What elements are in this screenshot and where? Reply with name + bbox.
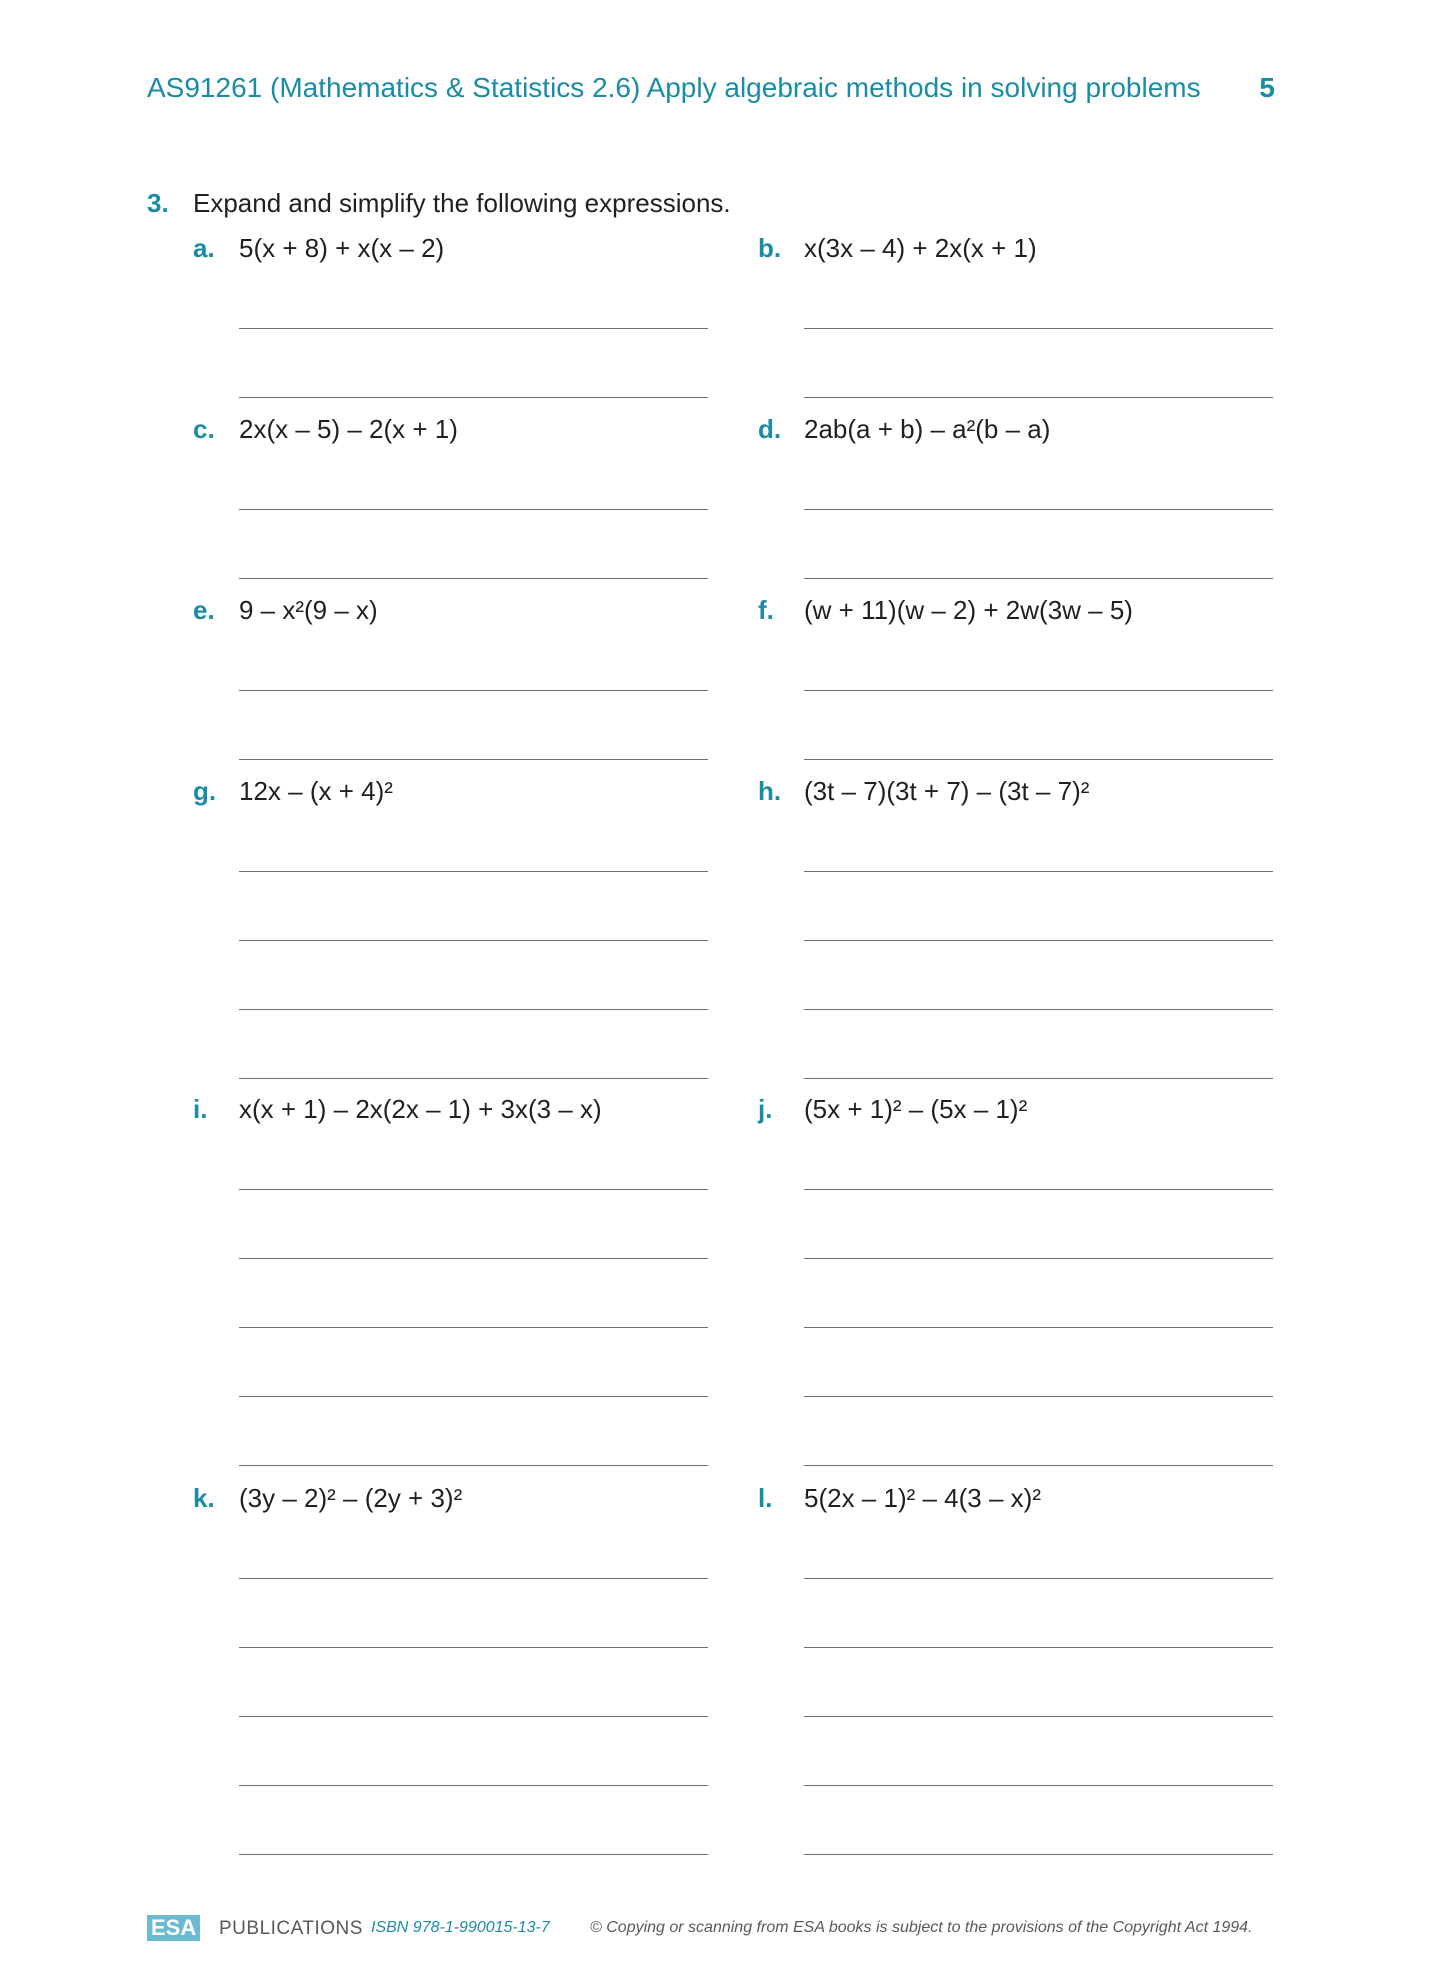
answer-line[interactable] bbox=[804, 1258, 1273, 1259]
answer-line[interactable] bbox=[239, 1854, 708, 1855]
answer-line[interactable] bbox=[239, 759, 708, 760]
answer-line[interactable] bbox=[804, 1578, 1273, 1579]
part-letter: g. bbox=[193, 776, 217, 806]
part-letter: j. bbox=[758, 1094, 773, 1124]
answer-line[interactable] bbox=[804, 1078, 1273, 1079]
answer-line[interactable] bbox=[239, 690, 708, 691]
answer-line[interactable] bbox=[804, 1396, 1273, 1397]
part-letter: d. bbox=[758, 414, 782, 444]
answer-line[interactable] bbox=[804, 328, 1273, 329]
part-letter: c. bbox=[193, 414, 215, 444]
page-header bbox=[147, 72, 1275, 112]
answer-line[interactable] bbox=[239, 397, 708, 398]
answer-line[interactable] bbox=[804, 1854, 1273, 1855]
part-letter: l. bbox=[758, 1483, 773, 1513]
answer-line[interactable] bbox=[239, 1396, 708, 1397]
answer-line[interactable] bbox=[804, 1465, 1273, 1466]
part-letter: h. bbox=[758, 776, 782, 806]
part-expression: 9 – x²(9 – x) bbox=[239, 595, 378, 625]
part-letter: b. bbox=[758, 233, 782, 263]
answer-line[interactable] bbox=[804, 1647, 1273, 1648]
answer-line[interactable] bbox=[239, 1258, 708, 1259]
answer-line[interactable] bbox=[804, 940, 1273, 941]
answer-line[interactable] bbox=[239, 1009, 708, 1010]
part-letter: e. bbox=[193, 595, 215, 625]
page-title: AS91261 (Mathematics & Statistics 2.6) Apply algebraic methods in solving problems bbox=[147, 72, 1201, 103]
part-expression: 2x(x – 5) – 2(x + 1) bbox=[239, 414, 458, 444]
part-expression: (w + 11)(w – 2) + 2w(3w – 5) bbox=[804, 595, 1133, 625]
part-letter: k. bbox=[193, 1483, 215, 1513]
answer-line[interactable] bbox=[239, 328, 708, 329]
answer-line[interactable] bbox=[804, 871, 1273, 872]
copyright-notice: © Copying or scanning from ESA books is subject to the provisions of the Copyright Act 1994. bbox=[590, 1919, 1253, 1936]
part-expression: 2ab(a + b) – a²(b – a) bbox=[804, 414, 1051, 444]
page-footer bbox=[147, 1915, 1277, 1945]
answer-line[interactable] bbox=[239, 1785, 708, 1786]
answer-line[interactable] bbox=[804, 578, 1273, 579]
part-expression: (3y – 2)² – (2y + 3)² bbox=[239, 1483, 463, 1513]
part-letter: f. bbox=[758, 595, 774, 625]
answer-line[interactable] bbox=[239, 1327, 708, 1328]
answer-line[interactable] bbox=[239, 1465, 708, 1466]
publisher-logo-text: PUBLICATIONS bbox=[219, 1918, 363, 1939]
question-number: 3. bbox=[147, 188, 169, 218]
answer-line[interactable] bbox=[239, 940, 708, 941]
part-letter: i. bbox=[193, 1094, 208, 1124]
answer-line[interactable] bbox=[239, 1078, 708, 1079]
answer-line[interactable] bbox=[804, 509, 1273, 510]
answer-line[interactable] bbox=[804, 1716, 1273, 1717]
part-letter: a. bbox=[193, 233, 215, 263]
part-expression: x(x + 1) – 2x(2x – 1) + 3x(3 – x) bbox=[239, 1094, 602, 1124]
part-expression: x(3x – 4) + 2x(x + 1) bbox=[804, 233, 1037, 263]
answer-line[interactable] bbox=[239, 1647, 708, 1648]
answer-line[interactable] bbox=[239, 871, 708, 872]
part-expression: 12x – (x + 4)² bbox=[239, 776, 393, 806]
answer-line[interactable] bbox=[804, 397, 1273, 398]
isbn: ISBN 978-1-990015-13-7 bbox=[371, 1919, 550, 1936]
answer-line[interactable] bbox=[804, 1785, 1273, 1786]
part-expression: 5(2x – 1)² – 4(3 – x)² bbox=[804, 1483, 1041, 1513]
part-expression: (5x + 1)² – (5x – 1)² bbox=[804, 1094, 1028, 1124]
answer-line[interactable] bbox=[804, 759, 1273, 760]
answer-line[interactable] bbox=[804, 1009, 1273, 1010]
part-expression: 5(x + 8) + x(x – 2) bbox=[239, 233, 445, 263]
answer-line[interactable] bbox=[804, 690, 1273, 691]
question-instruction: Expand and simplify the following expressions. bbox=[193, 188, 731, 218]
answer-line[interactable] bbox=[804, 1327, 1273, 1328]
answer-line[interactable] bbox=[239, 1578, 708, 1579]
part-expression: (3t – 7)(3t + 7) – (3t – 7)² bbox=[804, 776, 1090, 806]
page-number: 5 bbox=[1259, 72, 1275, 103]
answer-line[interactable] bbox=[239, 1189, 708, 1190]
answer-line[interactable] bbox=[239, 1716, 708, 1717]
publisher-logo: ESA bbox=[147, 1915, 200, 1941]
answer-line[interactable] bbox=[239, 578, 708, 579]
answer-line[interactable] bbox=[239, 509, 708, 510]
answer-line[interactable] bbox=[804, 1189, 1273, 1190]
